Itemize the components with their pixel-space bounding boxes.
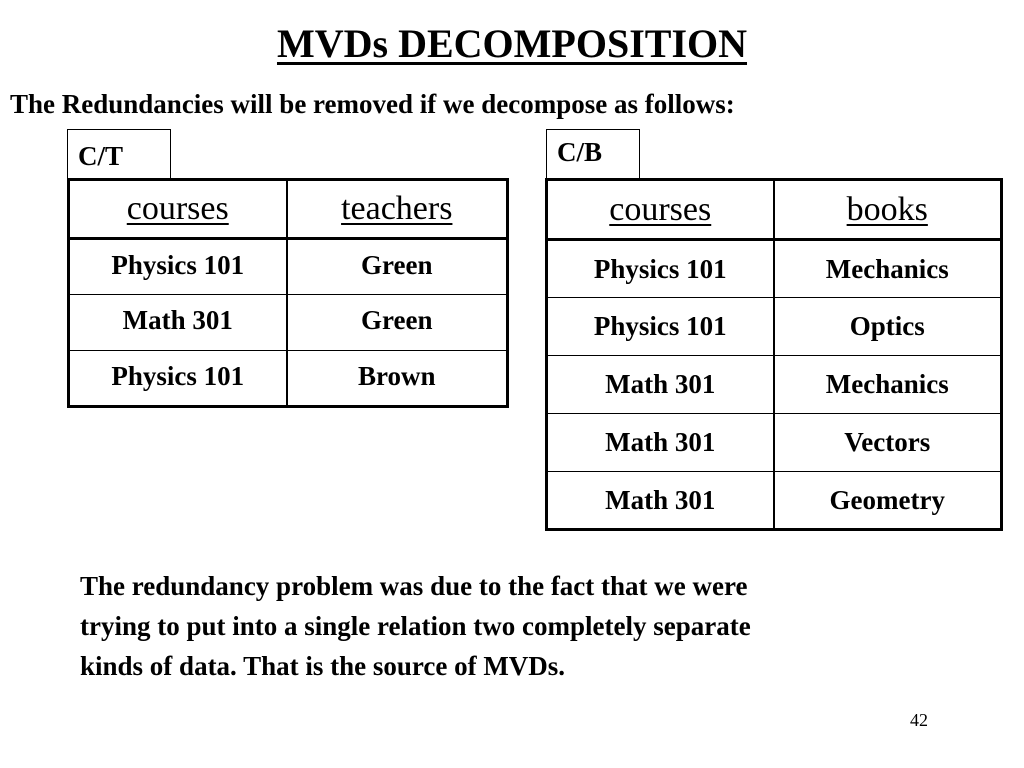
- column-header-label: courses: [126, 190, 229, 227]
- table-row: [69, 239, 508, 295]
- column-header-label: teachers: [341, 190, 453, 227]
- explanation-note: [80, 566, 960, 686]
- table-row: [547, 240, 1002, 298]
- table-row: [69, 295, 508, 351]
- table-cell: Vectors: [774, 414, 1002, 472]
- note-line: kinds of data. That is the source of MVDs.: [80, 651, 566, 681]
- table-cell: Math 301: [547, 356, 774, 414]
- table-header-row: [547, 180, 1002, 240]
- table-cell: Physics 101: [547, 240, 774, 298]
- table-header-row: [69, 180, 508, 239]
- table-cell: Math 301: [69, 295, 287, 351]
- note-line: The redundancy problem was due to the fact that we were: [80, 571, 748, 601]
- column-header: [547, 180, 774, 240]
- table-row: [547, 414, 1002, 472]
- table-cell: Brown: [287, 351, 508, 407]
- table-cell: Physics 101: [69, 351, 287, 407]
- table-row: [69, 351, 508, 407]
- note-line: trying to put into a single relation two completely separate: [80, 611, 751, 641]
- intro-text: The Redundancies will be removed if we decompose as follows:: [10, 89, 735, 119]
- column-header-label: books: [846, 190, 928, 228]
- table-cell: Math 301: [547, 472, 774, 530]
- relation-table-ct: [67, 178, 509, 408]
- table-cell: Mechanics: [774, 356, 1002, 414]
- column-header: [774, 180, 1002, 240]
- table-cell: Optics: [774, 298, 1002, 356]
- table-cell: Green: [287, 239, 508, 295]
- table-cell: Green: [287, 295, 508, 351]
- page-number: 42: [910, 710, 928, 730]
- slide-title: MVDs DECOMPOSITION: [276, 21, 748, 66]
- relation-table-cb: [545, 178, 1003, 531]
- table-cell: Math 301: [547, 414, 774, 472]
- table-row: [547, 356, 1002, 414]
- table-cell: Geometry: [774, 472, 1002, 530]
- column-header: [287, 180, 508, 239]
- table-cell: Mechanics: [774, 240, 1002, 298]
- table-row: [547, 472, 1002, 530]
- column-header: [69, 180, 287, 239]
- relation-label-cb: C/B: [546, 129, 640, 179]
- relation-label-ct: C/T: [67, 129, 171, 179]
- table-row: [547, 298, 1002, 356]
- table-cell: Physics 101: [69, 239, 287, 295]
- column-header-label: courses: [609, 190, 712, 228]
- table-cell: Physics 101: [547, 298, 774, 356]
